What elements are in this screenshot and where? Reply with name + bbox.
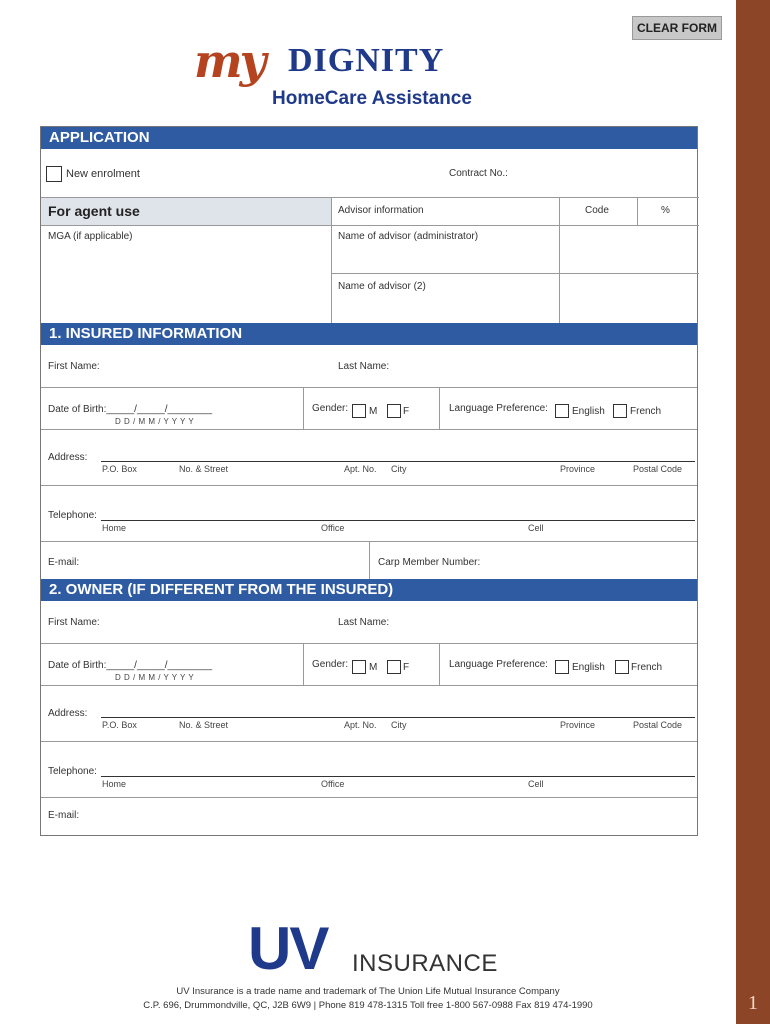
application-section-header: APPLICATION [41, 127, 697, 149]
owner-dob-label: Date of Birth:_____/_____/________ [48, 660, 213, 671]
code-label: Code [585, 205, 609, 216]
advisor-admin-label: Name of advisor (administrator) [338, 231, 479, 242]
clear-form-button[interactable]: CLEAR FORM [632, 16, 722, 40]
owner-dob-format: D D / M M / Y Y Y Y [115, 673, 195, 682]
owner-gender-m-checkbox[interactable] [352, 660, 366, 674]
agent-use-block [41, 197, 697, 323]
insured-english-label: English [572, 406, 605, 417]
insured-address-row [41, 429, 697, 485]
carp-member-label: Carp Member Number: [378, 557, 481, 568]
logo-insurance-text: INSURANCE [352, 950, 498, 977]
logo-my-text: my [194, 34, 264, 88]
insured-dob-label: Date of Birth:_____/_____/________ [48, 404, 213, 415]
owner-home-label: Home [102, 779, 127, 789]
insured-apt-label: Apt. No. [344, 464, 377, 474]
advisor-info-label: Advisor information [338, 205, 424, 216]
owner-apt-label: Apt. No. [344, 720, 377, 730]
percent-label: % [661, 205, 670, 216]
insured-home-label: Home [102, 523, 127, 533]
owner-po-box-label: P.O. Box [102, 720, 137, 730]
owner-english-checkbox[interactable] [555, 660, 569, 674]
owner-gender-m-label: M [369, 662, 378, 673]
insured-section-header: 1. INSURED INFORMATION [41, 323, 697, 345]
logo-uv-text: UV [248, 915, 328, 982]
insured-first-name-label: First Name: [48, 361, 100, 372]
new-enrolment-label: New enrolment [66, 168, 140, 180]
new-enrolment-checkbox[interactable] [46, 166, 62, 182]
owner-telephone-label: Telephone: [48, 766, 97, 777]
insured-gender-f-label: F [403, 406, 410, 417]
owner-last-name-label: Last Name: [338, 617, 390, 628]
advisor-2-label: Name of advisor (2) [338, 281, 426, 292]
owner-dob-row [41, 643, 697, 685]
owner-english-label: English [572, 662, 605, 673]
footer-trademark: UV Insurance is a trade name and trademark of The Union Life Mutual Insurance Company [176, 986, 560, 997]
mydignity-logo [190, 34, 490, 118]
insured-address-label: Address: [48, 452, 88, 463]
insured-po-box-label: P.O. Box [102, 464, 137, 474]
owner-french-label: French [631, 662, 663, 673]
insured-city-label: City [391, 464, 407, 474]
owner-section-header: 2. OWNER (IF DIFFERENT FROM THE INSURED) [41, 579, 697, 601]
agent-use-title: For agent use [41, 197, 331, 225]
insured-telephone-label: Telephone: [48, 510, 97, 521]
insured-language-label: Language Preference: [449, 403, 548, 414]
insured-french-checkbox[interactable] [613, 404, 627, 418]
insured-last-name-label: Last Name: [338, 361, 390, 372]
insured-cell-label: Cell [528, 523, 544, 533]
owner-city-label: City [391, 720, 407, 730]
owner-address-label: Address: [48, 708, 88, 719]
owner-language-label: Language Preference: [449, 659, 548, 670]
owner-cell-label: Cell [528, 779, 544, 789]
footer-contact: C.P. 696, Drummondville, QC, J2B 6W9 | Phone 819 478-1315 Toll free 1-800 567-0988 Fax 819 474-1990 [143, 1000, 593, 1011]
application-form [40, 126, 698, 836]
page-number: 1 [748, 992, 758, 1014]
insured-postal-label: Postal Code [633, 464, 683, 474]
owner-first-name-label: First Name: [48, 617, 100, 628]
owner-postal-label: Postal Code [633, 720, 683, 730]
owner-email-label: E-mail: [48, 810, 80, 821]
owner-gender-f-checkbox[interactable] [387, 660, 401, 674]
insured-name-row [41, 345, 697, 387]
logo-tagline: HomeCare Assistance [272, 88, 472, 109]
owner-office-label: Office [321, 779, 345, 789]
insured-gender-label: Gender: [312, 403, 349, 414]
insured-dob-row [41, 387, 697, 429]
insured-gender-f-checkbox[interactable] [387, 404, 401, 418]
mga-label: MGA (if applicable) [48, 231, 133, 242]
owner-street-label: No. & Street [179, 720, 229, 730]
insured-email-label: E-mail: [48, 557, 80, 568]
owner-email-row [41, 797, 697, 835]
insured-province-label: Province [560, 464, 596, 474]
insured-gender-m-label: M [369, 406, 378, 417]
side-accent-bar [736, 0, 770, 1024]
insured-street-label: No. & Street [179, 464, 229, 474]
owner-french-checkbox[interactable] [615, 660, 629, 674]
owner-gender-label: Gender: [312, 659, 349, 670]
owner-province-label: Province [560, 720, 596, 730]
logo-dignity-text: DIGNITY [288, 42, 445, 79]
contract-no-label: Contract No.: [449, 168, 508, 179]
owner-address-row [41, 685, 697, 741]
insured-gender-m-checkbox[interactable] [352, 404, 366, 418]
insured-french-label: French [630, 406, 662, 417]
insured-office-label: Office [321, 523, 345, 533]
owner-telephone-row [41, 741, 697, 797]
insured-dob-format: D D / M M / Y Y Y Y [115, 417, 195, 426]
insured-telephone-row [41, 485, 697, 541]
owner-gender-f-label: F [403, 662, 410, 673]
uv-insurance-logo [248, 915, 508, 982]
insured-english-checkbox[interactable] [555, 404, 569, 418]
enrolment-row [41, 149, 697, 197]
insured-email-row [41, 541, 697, 579]
owner-name-row [41, 601, 697, 643]
